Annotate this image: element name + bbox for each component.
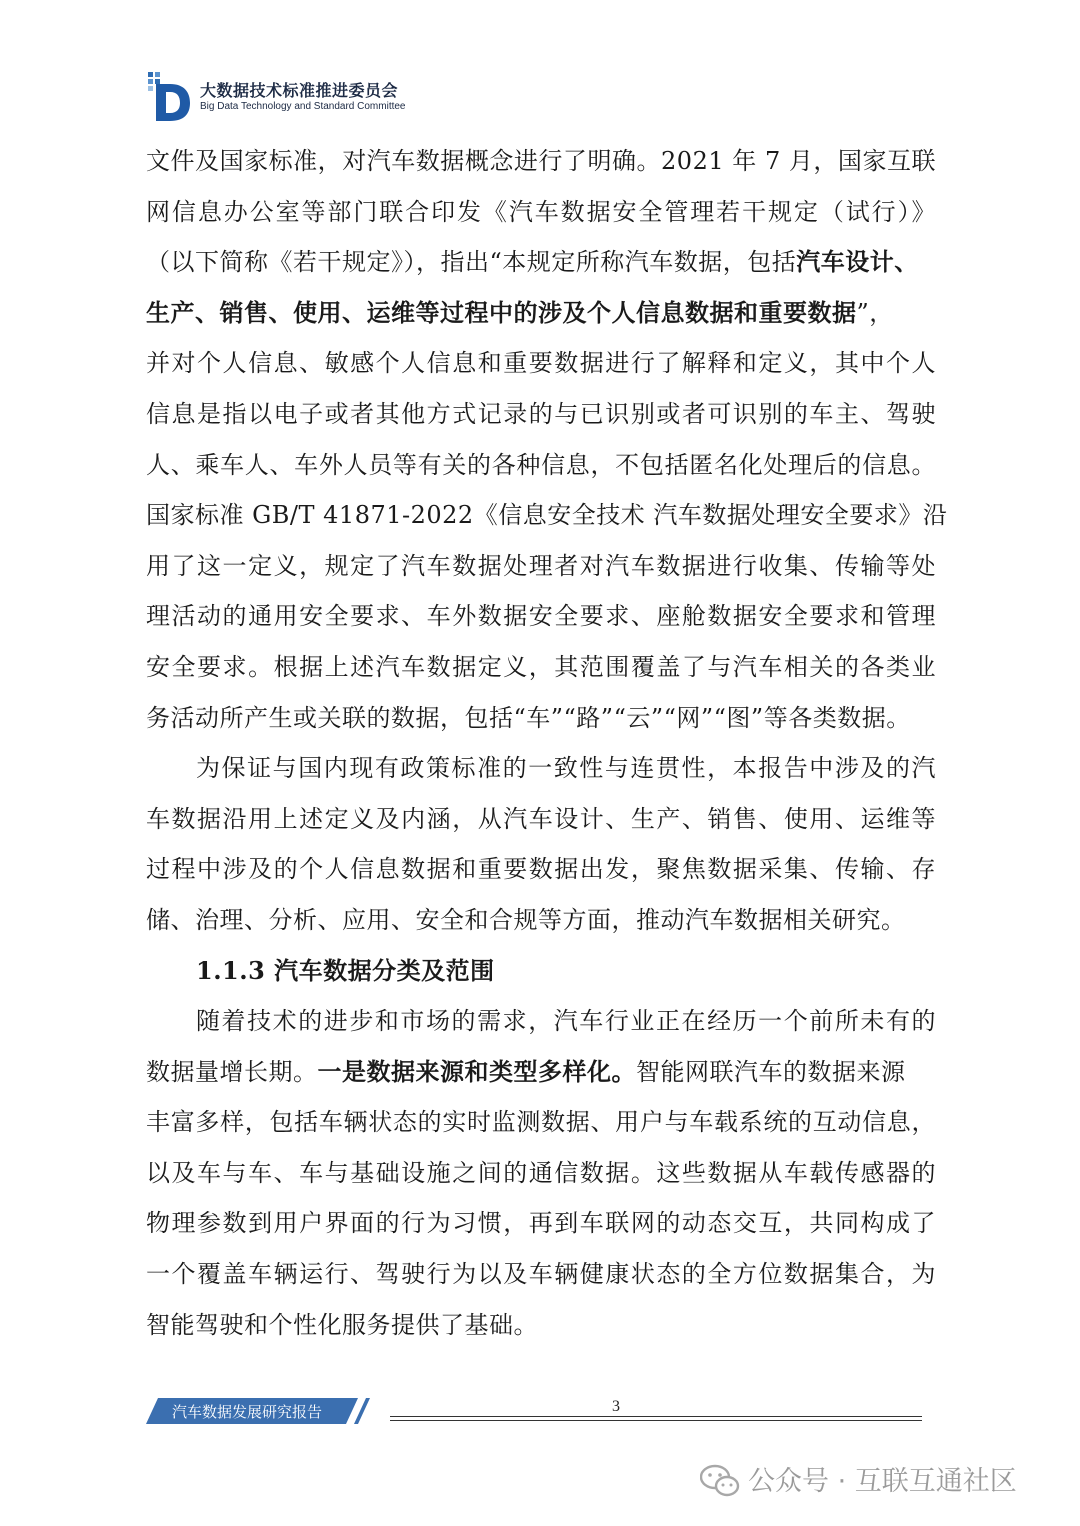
org-name-cn: 大数据技术标准推进委员会: [200, 81, 399, 100]
paragraph-line: 信息是指以电子或者其他方式记录的与已识别或者可识别的车主、驾驶: [146, 399, 936, 428]
paragraph-line: 以及车与车、车与基础设施之间的通信数据。这些数据从车载传感器的: [146, 1158, 936, 1187]
paragraph-line: 物理参数到用户界面的行为习惯，再到车联网的动态交互，共同构成了: [146, 1209, 936, 1238]
paragraph-line: 储、治理、分析、应用、安全和合规等方面，推动汽车数据相关研究。: [146, 905, 906, 934]
paragraph-line: 并对个人信息、敏感个人信息和重要数据进行了解释和定义，其中个人: [146, 349, 936, 378]
paragraph-line: 过程中涉及的个人信息数据和重要数据出发，聚焦数据采集、传输、存: [146, 855, 936, 884]
paragraph-line: 一个覆盖车辆运行、驾驶行为以及车辆健康状态的全方位数据集合，为: [146, 1260, 936, 1289]
paragraph-line: 为保证与国内现有政策标准的一致性与连贯性，本报告中涉及的汽: [196, 754, 936, 783]
paragraph-line: 安全要求。根据上述汽车数据定义，其范围覆盖了与汽车相关的各类业: [146, 652, 936, 681]
paragraph-line: 丰富多样，包括车辆状态的实时监测数据、用户与车载系统的互动信息，: [146, 1108, 936, 1137]
paragraph-line: 随着技术的进步和市场的需求，汽车行业正在经历一个前所未有的: [196, 1007, 936, 1036]
org-name-en: Big Data Technology and Standard Committee: [200, 101, 406, 112]
page-footer: [146, 1396, 926, 1436]
footer-rule: [390, 1416, 922, 1417]
paragraph-line: 理活动的通用安全要求、车外数据安全要求、座舱数据安全要求和管理: [146, 602, 936, 631]
report-title: 汽车数据发展研究报告: [172, 1403, 323, 1421]
paragraph-line: 文件及国家标准，对汽车数据概念进行了明确。2021 年 7 月，国家互联: [146, 147, 936, 175]
paragraph-line: （以下简称《若干规定》），指出“本规定所称汽车数据，包括汽车设计、: [146, 247, 919, 277]
paragraph-line: 人、乘车人、车外人员等有关的各种信息，不包括匿名化处理后的信息。: [146, 450, 936, 479]
watermark-text: 公众号 · 互联互通社区: [748, 1466, 1017, 1497]
paragraph-line: 用了这一定义，规定了汽车数据处理者对汽车数据进行收集、传输等处: [146, 551, 936, 580]
paragraph-line: 务活动所产生或关联的数据，包括“车”“路”“云”“网”“图”等各类数据。: [146, 703, 911, 732]
page-number: 3: [612, 1398, 620, 1415]
footer-rule: [390, 1420, 922, 1421]
section-heading: 1.1.3 汽车数据分类及范围: [196, 955, 495, 985]
paragraph-line: 生产、销售、使用、运维等过程中的涉及个人信息数据和重要数据”，: [146, 297, 894, 327]
paragraph-line: 网信息办公室等部门联合印发《汽车数据安全管理若干规定（试行）》: [146, 197, 936, 226]
wechat-icon: [700, 1464, 740, 1498]
paragraph-line: 国家标准 GB/T 41871-2022《信息安全技术 汽车数据处理安全要求》沿: [146, 501, 948, 530]
big-data-d-logo-icon: [148, 70, 192, 122]
paragraph-line: 车数据沿用上述定义及内涵，从汽车设计、生产、销售、使用、运维等: [146, 804, 936, 833]
bold-text: 一是数据来源和类型多样化。: [317, 1056, 636, 1086]
paragraph-line: 智能驾驶和个性化服务提供了基础。: [146, 1310, 538, 1339]
bold-text: 生产、销售、使用、运维等过程中的涉及个人信息数据和重要数据: [146, 297, 857, 327]
bold-text: 汽车设计、: [796, 247, 919, 277]
document-body: [146, 136, 948, 1350]
paragraph-line: 数据量增长期。一是数据来源和类型多样化。智能网联汽车的数据来源: [146, 1056, 906, 1086]
